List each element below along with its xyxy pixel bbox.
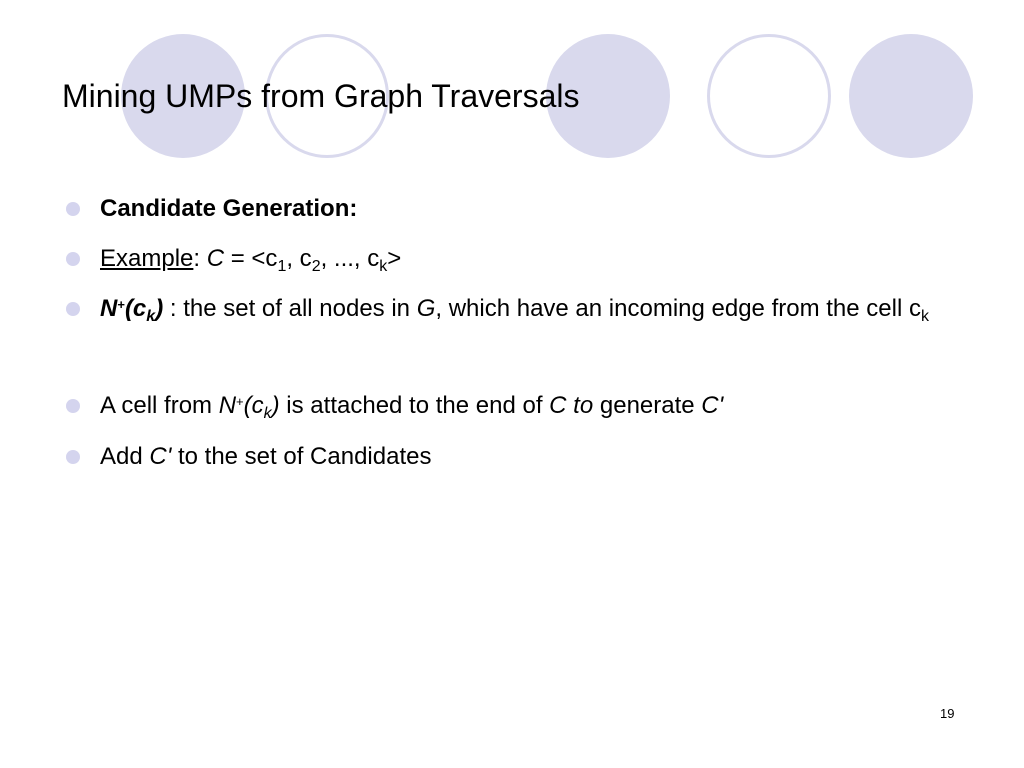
var-c: C xyxy=(549,392,567,419)
colon-text: : xyxy=(193,245,201,272)
bullet-dot-icon xyxy=(66,450,80,464)
seq-text: = <c xyxy=(224,245,278,272)
var-c-prime: C' xyxy=(149,443,172,470)
slide-title: Mining UMPs from Graph Traversals xyxy=(62,78,580,114)
subscript: k xyxy=(263,405,272,422)
example-label: Example xyxy=(100,245,194,272)
subscript: k xyxy=(379,258,388,275)
bullet-dot-icon xyxy=(66,302,80,316)
var-n: N xyxy=(100,295,118,322)
bullet-text: : the set of all nodes in xyxy=(163,295,417,322)
bullet-dot-icon xyxy=(66,399,80,413)
superscript: + xyxy=(117,297,125,312)
var-ck: ) xyxy=(271,392,280,419)
var-g: G xyxy=(416,295,436,322)
var-c-prime: C' xyxy=(701,392,724,419)
bullet-attach-cell xyxy=(100,383,980,429)
bullet-n-plus-definition xyxy=(100,286,980,332)
bullet-text: Candidate Generation: xyxy=(100,195,358,222)
to-text: to xyxy=(566,392,594,419)
var-ck: (c xyxy=(124,295,147,322)
seq-text: , c xyxy=(286,245,312,272)
subscript: 1 xyxy=(277,258,287,275)
bullet-example xyxy=(100,236,980,282)
page-number: 19 xyxy=(940,706,955,721)
seq-text: , ..., c xyxy=(320,245,380,272)
bullet-candidate-generation xyxy=(100,186,980,232)
bullet-text: generate xyxy=(593,392,702,419)
var-ck: ) xyxy=(155,295,164,322)
bullet-text: Add xyxy=(100,443,150,470)
bullet-dot-icon xyxy=(66,202,80,216)
var-c: C xyxy=(206,245,225,272)
subscript: k xyxy=(146,308,156,325)
subscript: 2 xyxy=(311,258,321,275)
var-ck: (c xyxy=(243,392,264,419)
bullet-text: , which have an incoming edge from the cell c xyxy=(435,295,921,322)
superscript: + xyxy=(236,394,244,409)
bullet-text: is attached to the end of xyxy=(279,392,550,419)
var-n: N xyxy=(218,392,237,419)
subscript: k xyxy=(920,308,929,325)
bullet-dot-icon xyxy=(66,252,80,266)
seq-text: > xyxy=(387,245,402,272)
bullet-add-candidate xyxy=(100,434,980,480)
bullet-text: to the set of Candidates xyxy=(171,443,432,470)
bullet-text: A cell from xyxy=(100,392,219,419)
